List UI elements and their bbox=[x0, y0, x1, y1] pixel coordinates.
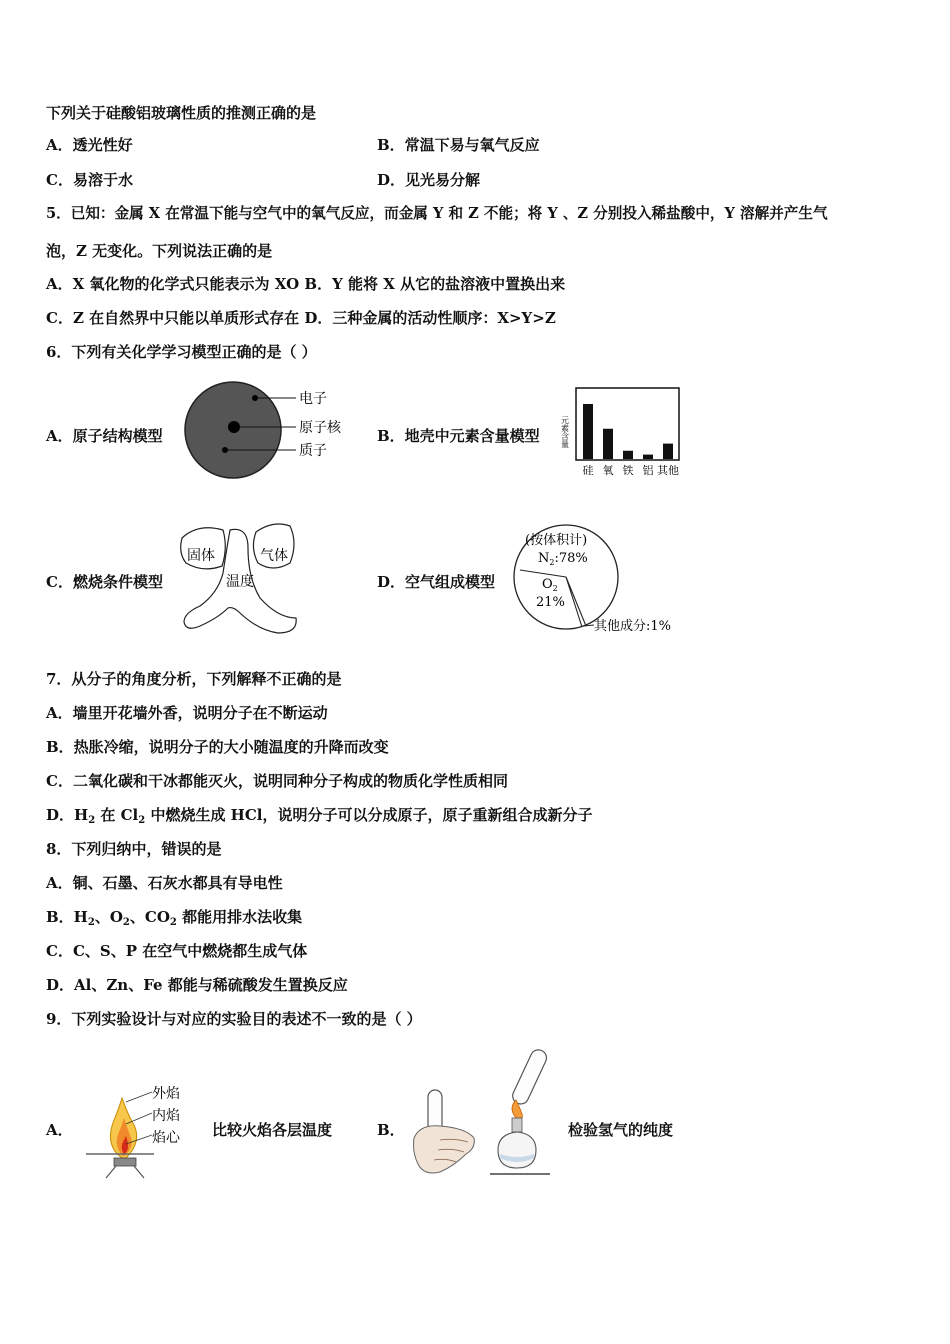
bar-label-1: 氧 bbox=[602, 464, 614, 477]
bar-label-0: 硅 bbox=[582, 464, 594, 477]
air-composition-figure bbox=[508, 522, 698, 637]
q4-option-b: B．常温下易与氧气反应 bbox=[377, 136, 540, 154]
q6-option-c: C．燃烧条件模型 bbox=[46, 573, 163, 591]
bar-3 bbox=[643, 455, 653, 459]
q7-option-b: B．热胀冷缩，说明分子的大小随温度的升降而改变 bbox=[46, 738, 389, 756]
q9-stem: 9．下列实验设计与对应的实验目的表述不一致的是（ ） bbox=[46, 1010, 422, 1028]
q9-option-a-letter: A． bbox=[46, 1121, 73, 1139]
q8-option-a: A．铜、石墨、石灰水都具有导电性 bbox=[46, 874, 283, 892]
bar-0 bbox=[583, 404, 593, 459]
fire-label-temperature: 温度 bbox=[226, 574, 254, 590]
air-label-title: (按体积计) bbox=[525, 533, 588, 548]
air-label-other: 其他成分:1% bbox=[594, 619, 672, 634]
combustion-conditions-figure bbox=[178, 518, 303, 636]
q4-option-c: C．易溶于水 bbox=[46, 171, 133, 189]
chart-ylabel: 元素含量 bbox=[560, 416, 570, 448]
atom-label-nucleus: 原子核 bbox=[299, 420, 341, 436]
q4-option-d: D．见光易分解 bbox=[377, 171, 481, 189]
flame-label-outer: 外焰 bbox=[152, 1086, 180, 1102]
crust-element-bar-chart bbox=[556, 386, 686, 478]
flame-label-inner: 内焰 bbox=[152, 1108, 180, 1124]
q8-option-c: C．C、S、P 在空气中燃烧都生成气体 bbox=[46, 942, 308, 960]
q4-stem: 下列关于硅酸铝玻璃性质的推测正确的是 bbox=[46, 104, 317, 122]
alcohol-lamp bbox=[498, 1132, 536, 1168]
q8-option-d: D．Al、Zn、Fe 都能与稀硫酸发生置换反应 bbox=[46, 976, 348, 994]
q9-option-b-letter: B． bbox=[377, 1121, 405, 1139]
bar-2 bbox=[623, 451, 633, 459]
atom-label-proton: 质子 bbox=[299, 443, 327, 459]
q5-options-ab: A．X 氧化物的化学式只能表示为 XO B．Y 能将 X 从它的盐溶液中置换出来 bbox=[46, 275, 566, 293]
q5-stem-line2: 泡，Z 无变化。下列说法正确的是 bbox=[46, 242, 273, 260]
test-tube-right bbox=[510, 1047, 549, 1106]
q6-option-d: D．空气组成模型 bbox=[377, 573, 496, 591]
q6-stem: 6．下列有关化学学习模型正确的是（ ） bbox=[46, 343, 317, 361]
q7-option-a: A．墙里开花墙外香，说明分子在不断运动 bbox=[46, 704, 328, 722]
nucleus-dot bbox=[228, 421, 240, 433]
q5-stem-line1: 5．已知：金属 X 在常温下能与空气中的氧气反应，而金属 Y 和 Z 不能；将 Y 、Z 分别投入稀盐酸中，Y 溶解并产生气 bbox=[46, 205, 828, 222]
air-label-o2: $O_2$ bbox=[542, 577, 558, 593]
q4-option-a: A．透光性好 bbox=[46, 136, 133, 154]
bar-label-4: 其他 bbox=[657, 464, 679, 477]
q6-option-b: B．地壳中元素含量模型 bbox=[377, 427, 540, 445]
proton-dot bbox=[222, 447, 228, 453]
burner-top bbox=[114, 1158, 136, 1166]
bar-4 bbox=[663, 444, 673, 459]
fire-label-gas: 气体 bbox=[260, 548, 288, 564]
q7-stem: 7．从分子的角度分析，下列解释不正确的是 bbox=[46, 670, 342, 688]
atom-label-electron: 电子 bbox=[299, 391, 327, 407]
hydrogen-purity-figure bbox=[410, 1046, 560, 1184]
q8-stem: 8．下列归纳中，错误的是 bbox=[46, 840, 222, 858]
q7-option-d: D．$H_2$ 在 $Cl_2$ 中燃烧生成 HCl，说明分子可以分成原子，原子重新组合成新分子 bbox=[46, 806, 593, 826]
air-label-o2-value: 21% bbox=[536, 595, 565, 610]
q5-options-cd: C．Z 在自然界中只能以单质形式存在 D．三种金属的活动性顺序：X>Y>Z bbox=[46, 309, 556, 327]
air-label-n2: $N_2:78\%$ bbox=[538, 551, 588, 567]
bar-label-3: 铝 bbox=[642, 464, 654, 477]
q6-option-a: A．原子结构模型 bbox=[46, 427, 163, 445]
q9-option-a-text: 比较火焰各层温度 bbox=[212, 1121, 333, 1139]
q7-option-c: C．二氧化碳和干冰都能灭火，说明同种分子构成的物质化学性质相同 bbox=[46, 772, 508, 790]
q8-option-b: B．$H_2$、$O_2$、$CO_2$ 都能用排水法收集 bbox=[46, 908, 303, 928]
bar-1 bbox=[603, 429, 613, 459]
flame-layers-figure bbox=[86, 1080, 196, 1180]
flame-label-core: 焰心 bbox=[152, 1130, 180, 1146]
fire-label-solid: 固体 bbox=[187, 548, 215, 564]
bar-label-2: 铁 bbox=[622, 464, 634, 477]
atom-model-figure bbox=[178, 380, 358, 480]
q9-option-b-text: 检验氢气的纯度 bbox=[568, 1121, 674, 1139]
electron-dot bbox=[252, 395, 258, 401]
